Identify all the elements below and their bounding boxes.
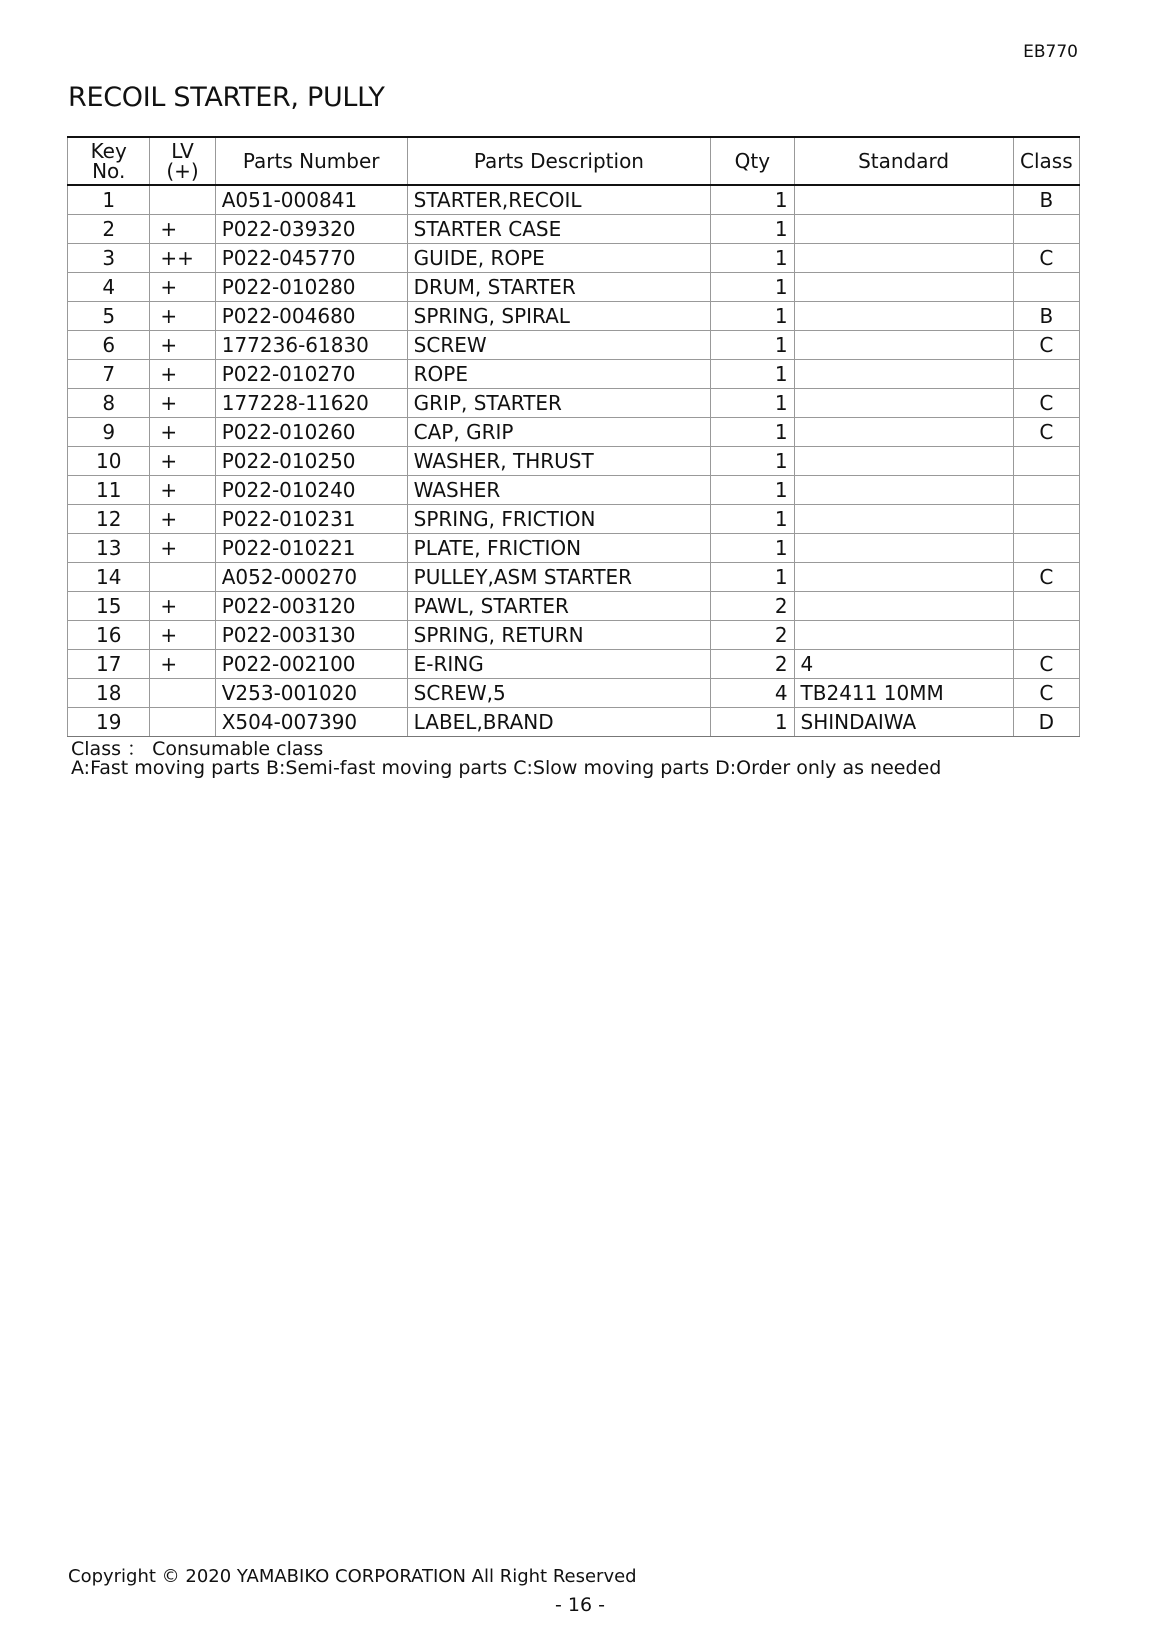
column-header-class: Class bbox=[1013, 137, 1079, 185]
qty-cell: 1 bbox=[711, 505, 794, 534]
class-notes bbox=[71, 740, 941, 778]
lv-cell bbox=[150, 679, 215, 708]
parts-number-cell: 177236-61830 bbox=[215, 331, 407, 360]
qty-cell: 1 bbox=[711, 302, 794, 331]
standard-cell bbox=[794, 360, 1013, 389]
lv-cell: ++ bbox=[150, 244, 215, 273]
standard-cell: 4 bbox=[794, 650, 1013, 679]
table-row bbox=[68, 244, 1080, 273]
key-no-cell: 4 bbox=[68, 273, 150, 302]
lv-cell bbox=[150, 708, 215, 737]
class-cell bbox=[1013, 505, 1079, 534]
standard-cell bbox=[794, 331, 1013, 360]
qty-cell: 1 bbox=[711, 273, 794, 302]
key-header-line1: Key bbox=[90, 139, 127, 163]
class-cell: C bbox=[1013, 679, 1079, 708]
standard-cell bbox=[794, 389, 1013, 418]
lv-cell bbox=[150, 185, 215, 215]
table-row bbox=[68, 360, 1080, 389]
column-header-parts-description: Parts Description bbox=[407, 137, 710, 185]
class-cell bbox=[1013, 273, 1079, 302]
standard-cell: TB2411 10MM bbox=[794, 679, 1013, 708]
table-row bbox=[68, 621, 1080, 650]
standard-cell bbox=[794, 505, 1013, 534]
parts-description-cell: E-RING bbox=[407, 650, 710, 679]
qty-cell: 2 bbox=[711, 592, 794, 621]
qty-cell: 2 bbox=[711, 621, 794, 650]
qty-cell: 1 bbox=[711, 708, 794, 737]
parts-number-cell: P022-045770 bbox=[215, 244, 407, 273]
table-row bbox=[68, 447, 1080, 476]
parts-number-cell: P022-002100 bbox=[215, 650, 407, 679]
class-note-legend: A:Fast moving parts B:Semi-fast moving parts C:Slow moving parts D:Order only as needed bbox=[71, 757, 942, 779]
standard-cell bbox=[794, 447, 1013, 476]
class-cell bbox=[1013, 476, 1079, 505]
class-cell: C bbox=[1013, 563, 1079, 592]
standard-cell bbox=[794, 592, 1013, 621]
parts-description-cell: DRUM, STARTER bbox=[407, 273, 710, 302]
parts-number-cell: P022-010231 bbox=[215, 505, 407, 534]
parts-description-cell: PAWL, STARTER bbox=[407, 592, 710, 621]
column-header-parts-number: Parts Number bbox=[215, 137, 407, 185]
class-cell: B bbox=[1013, 302, 1079, 331]
page-number: - 16 - bbox=[555, 1594, 605, 1616]
class-cell bbox=[1013, 534, 1079, 563]
table-row bbox=[68, 389, 1080, 418]
parts-number-cell: P022-010221 bbox=[215, 534, 407, 563]
parts-description-cell: WASHER, THRUST bbox=[407, 447, 710, 476]
table-row bbox=[68, 215, 1080, 244]
standard-cell bbox=[794, 418, 1013, 447]
qty-cell: 1 bbox=[711, 215, 794, 244]
lv-cell: + bbox=[150, 389, 215, 418]
lv-cell: + bbox=[150, 650, 215, 679]
standard-cell bbox=[794, 244, 1013, 273]
parts-number-cell: A051-000841 bbox=[215, 185, 407, 215]
lv-cell: + bbox=[150, 534, 215, 563]
key-no-cell: 15 bbox=[68, 592, 150, 621]
qty-cell: 1 bbox=[711, 418, 794, 447]
parts-description-cell: ROPE bbox=[407, 360, 710, 389]
class-cell: C bbox=[1013, 389, 1079, 418]
key-no-cell: 9 bbox=[68, 418, 150, 447]
parts-number-cell: P022-039320 bbox=[215, 215, 407, 244]
key-no-cell: 7 bbox=[68, 360, 150, 389]
parts-description-cell: GRIP, STARTER bbox=[407, 389, 710, 418]
table-row bbox=[68, 302, 1080, 331]
column-header-key-no bbox=[68, 137, 150, 185]
parts-description-cell: SPRING, RETURN bbox=[407, 621, 710, 650]
key-no-cell: 2 bbox=[68, 215, 150, 244]
parts-description-cell: WASHER bbox=[407, 476, 710, 505]
parts-number-cell: P022-010270 bbox=[215, 360, 407, 389]
class-cell bbox=[1013, 592, 1079, 621]
lv-cell: + bbox=[150, 592, 215, 621]
standard-cell: SHINDAIWA bbox=[794, 708, 1013, 737]
key-no-cell: 6 bbox=[68, 331, 150, 360]
lv-cell: + bbox=[150, 360, 215, 389]
key-no-cell: 14 bbox=[68, 563, 150, 592]
lv-cell bbox=[150, 563, 215, 592]
parts-number-cell: P022-003120 bbox=[215, 592, 407, 621]
column-header-standard: Standard bbox=[794, 137, 1013, 185]
key-no-cell: 3 bbox=[68, 244, 150, 273]
page-title: RECOIL STARTER, PULLY bbox=[68, 82, 385, 113]
key-no-cell: 18 bbox=[68, 679, 150, 708]
key-no-cell: 11 bbox=[68, 476, 150, 505]
parts-description-cell: STARTER CASE bbox=[407, 215, 710, 244]
qty-cell: 1 bbox=[711, 331, 794, 360]
table-row bbox=[68, 476, 1080, 505]
key-no-cell: 17 bbox=[68, 650, 150, 679]
key-no-cell: 8 bbox=[68, 389, 150, 418]
class-cell bbox=[1013, 447, 1079, 476]
standard-cell bbox=[794, 563, 1013, 592]
lv-header-line1: LV bbox=[171, 139, 194, 163]
parts-description-cell: LABEL,BRAND bbox=[407, 708, 710, 737]
standard-cell bbox=[794, 621, 1013, 650]
key-no-cell: 19 bbox=[68, 708, 150, 737]
class-cell: C bbox=[1013, 418, 1079, 447]
copyright-notice: Copyright © 2020 YAMABIKO CORPORATION All Right Reserved bbox=[68, 1566, 637, 1587]
qty-cell: 1 bbox=[711, 563, 794, 592]
key-no-cell: 13 bbox=[68, 534, 150, 563]
parts-description-cell: GUIDE, ROPE bbox=[407, 244, 710, 273]
lv-cell: + bbox=[150, 331, 215, 360]
class-cell: B bbox=[1013, 185, 1079, 215]
parts-number-cell: 177228-11620 bbox=[215, 389, 407, 418]
parts-number-cell: P022-010250 bbox=[215, 447, 407, 476]
lv-cell: + bbox=[150, 215, 215, 244]
table-row bbox=[68, 563, 1080, 592]
class-cell: C bbox=[1013, 650, 1079, 679]
parts-description-cell: PLATE, FRICTION bbox=[407, 534, 710, 563]
model-code: EB770 bbox=[1023, 42, 1078, 62]
parts-description-cell: SCREW bbox=[407, 331, 710, 360]
standard-cell bbox=[794, 273, 1013, 302]
key-no-cell: 10 bbox=[68, 447, 150, 476]
lv-cell: + bbox=[150, 447, 215, 476]
qty-cell: 4 bbox=[711, 679, 794, 708]
class-cell bbox=[1013, 215, 1079, 244]
column-header-qty: Qty bbox=[711, 137, 794, 185]
parts-number-cell: A052-000270 bbox=[215, 563, 407, 592]
table-row bbox=[68, 534, 1080, 563]
table-row bbox=[68, 185, 1080, 215]
qty-cell: 2 bbox=[711, 650, 794, 679]
parts-number-cell: P022-010240 bbox=[215, 476, 407, 505]
parts-number-cell: P022-003130 bbox=[215, 621, 407, 650]
standard-cell bbox=[794, 534, 1013, 563]
column-header-lv bbox=[150, 137, 215, 185]
parts-description-cell: STARTER,RECOIL bbox=[407, 185, 710, 215]
table-row bbox=[68, 708, 1080, 737]
class-cell: D bbox=[1013, 708, 1079, 737]
class-cell bbox=[1013, 360, 1079, 389]
lv-cell: + bbox=[150, 273, 215, 302]
lv-header-line2: (+) bbox=[166, 159, 199, 183]
key-no-cell: 5 bbox=[68, 302, 150, 331]
parts-number-cell: X504-007390 bbox=[215, 708, 407, 737]
parts-description-cell: CAP, GRIP bbox=[407, 418, 710, 447]
qty-cell: 1 bbox=[711, 389, 794, 418]
qty-cell: 1 bbox=[711, 185, 794, 215]
qty-cell: 1 bbox=[711, 476, 794, 505]
qty-cell: 1 bbox=[711, 244, 794, 273]
key-no-cell: 1 bbox=[68, 185, 150, 215]
standard-cell bbox=[794, 476, 1013, 505]
class-cell bbox=[1013, 621, 1079, 650]
table-row bbox=[68, 650, 1080, 679]
lv-cell: + bbox=[150, 418, 215, 447]
parts-number-cell: P022-010280 bbox=[215, 273, 407, 302]
class-cell: C bbox=[1013, 331, 1079, 360]
qty-cell: 1 bbox=[711, 447, 794, 476]
qty-cell: 1 bbox=[711, 534, 794, 563]
parts-table bbox=[67, 136, 1080, 737]
standard-cell bbox=[794, 185, 1013, 215]
table-header-row bbox=[68, 137, 1080, 185]
parts-description-cell: SPRING, FRICTION bbox=[407, 505, 710, 534]
table-row bbox=[68, 679, 1080, 708]
lv-cell: + bbox=[150, 302, 215, 331]
table-row bbox=[68, 592, 1080, 621]
table-row bbox=[68, 418, 1080, 447]
lv-cell: + bbox=[150, 476, 215, 505]
lv-cell: + bbox=[150, 621, 215, 650]
lv-cell: + bbox=[150, 505, 215, 534]
standard-cell bbox=[794, 215, 1013, 244]
class-note-heading: Class ： Consumable class bbox=[71, 738, 324, 760]
key-no-cell: 16 bbox=[68, 621, 150, 650]
parts-number-cell: P022-010260 bbox=[215, 418, 407, 447]
standard-cell bbox=[794, 302, 1013, 331]
parts-number-cell: V253-001020 bbox=[215, 679, 407, 708]
parts-description-cell: SPRING, SPIRAL bbox=[407, 302, 710, 331]
class-cell: C bbox=[1013, 244, 1079, 273]
table-row bbox=[68, 505, 1080, 534]
table-row bbox=[68, 273, 1080, 302]
qty-cell: 1 bbox=[711, 360, 794, 389]
parts-description-cell: SCREW,5 bbox=[407, 679, 710, 708]
parts-number-cell: P022-004680 bbox=[215, 302, 407, 331]
parts-description-cell: PULLEY,ASM STARTER bbox=[407, 563, 710, 592]
key-no-cell: 12 bbox=[68, 505, 150, 534]
table-row bbox=[68, 331, 1080, 360]
key-header-line2: No. bbox=[92, 159, 126, 183]
